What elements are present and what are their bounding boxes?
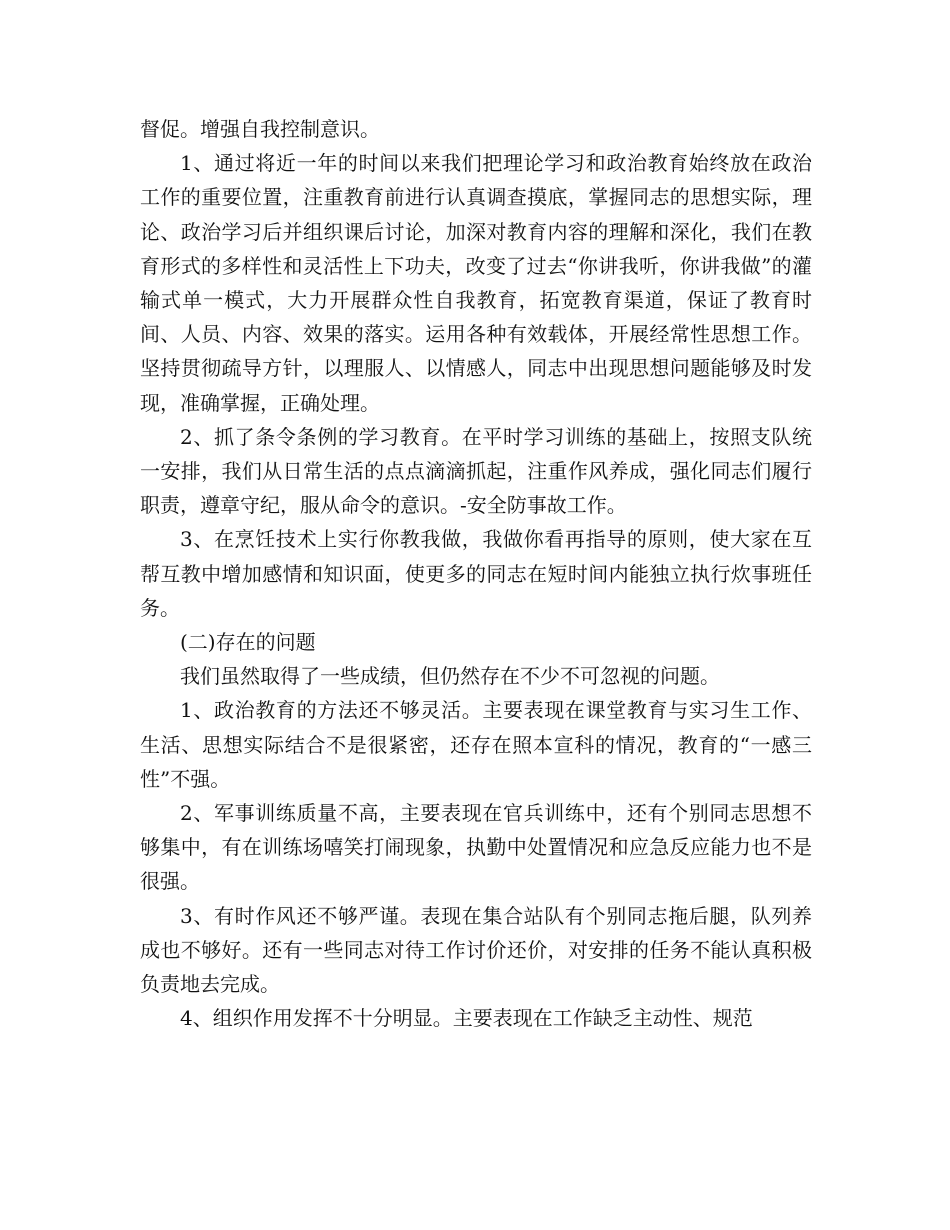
paragraph-problem-4: 4、组织作用发挥不十分明显。主要表现在工作缺乏主动性、规范: [180, 1006, 753, 1031]
paragraph-achievement-2: 2、抓了条令条例的学习教育。在平时学习训练的基础上，按照支队统一安排，我们从日常生活的点点滴滴抓起，注重作风养成，强化同志们履行职责，遵章守纪，服从命令的意识。-安全防事故工作。: [140, 424, 812, 518]
paragraph-problem-3: 3、有时作风还不够严谨。表现在集合站队有个别同志拖后腿，队列养成也不够好。还有一些同志对待工作讨价还价，对安排的任务不能认真积极负责地去完成。: [140, 903, 812, 997]
paragraph-continuation: 督促。增强自我控制意识。: [140, 117, 380, 141]
paragraph-problem-2: 2、军事训练质量不高，主要表现在官兵训练中，还有个别同志思想不够集中，有在训练场嘻笑打闹现象，执勤中处置情况和应急反应能力也不是很强。: [140, 801, 812, 894]
paragraph-achievement-3: 3、在烹饪技术上实行你教我做，我做你看再指导的原则，使大家在互帮互教中增加感情和知识面，使更多的同志在短时间内能独立执行炊事班任务。: [140, 527, 812, 620]
paragraph-problem-1: 1、政治教育的方法还不够灵活。主要表现在课堂教育与实习生工作、生活、思想实际结合不是很紧密，还存在照本宣科的情况，教育的“一感三性”不强。: [140, 698, 812, 791]
paragraph-problems-intro: 我们虽然取得了一些成绩，但仍然存在不少不可忽视的问题。: [180, 664, 720, 689]
document-page: [140, 112, 812, 1035]
section-heading-problems: (二)存在的问题: [180, 630, 316, 655]
paragraph-achievement-1: 1、通过将近一年的时间以来我们把理论学习和政治教育始终放在政治工作的重要位置，注重教育前进行认真调查摸底，掌握同志的思想实际，理论、政治学习后并组织课后讨论，加深对教育内容的理解和深化，我们在教育形式的多样性和灵活性上下功夫，改变了过去“你讲我听，你讲我做”的灌输式单一模式，大力开展群众性自我教育，拓宽教育渠道，保证了教育时间、人员、内容、效果的落实。运用各种有效载体，开展经常性思想工作。坚持贯彻疏导方针，以理服人、以情感人，同志中出现思想问题能够及时发现，准确掌握，正确处理。: [140, 151, 812, 415]
